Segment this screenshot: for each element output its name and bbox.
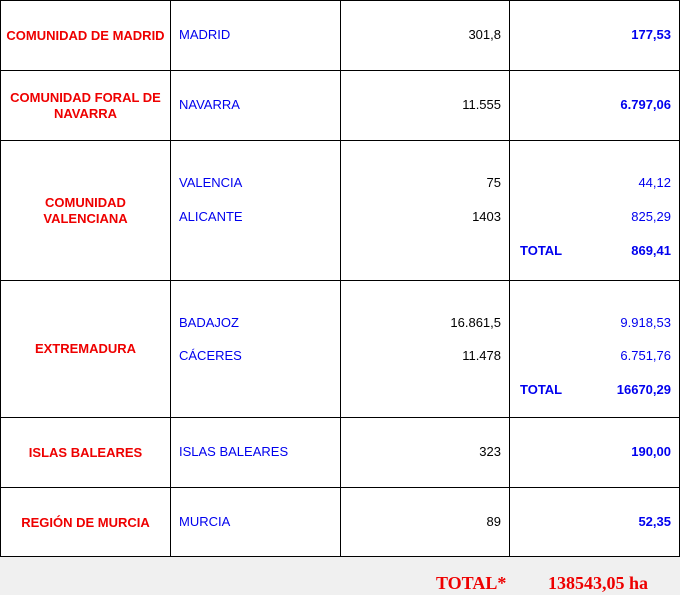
area-cell xyxy=(510,71,680,140)
value: 75 xyxy=(486,175,501,190)
province-name: ALICANTE xyxy=(179,209,243,224)
region-name: COMUNIDAD FORAL DE NAVARRA xyxy=(10,89,161,121)
area-value: 6.751,76 xyxy=(620,348,671,363)
region-name: ISLAS BALEARES xyxy=(28,444,143,460)
region-cell xyxy=(0,1,171,70)
area-value: 190,00 xyxy=(631,444,671,459)
area-cell xyxy=(510,281,680,417)
area-value: 825,29 xyxy=(631,209,671,224)
region-cell xyxy=(0,488,171,557)
value: 11.478 xyxy=(462,348,501,363)
region-name: EXTREMADURA xyxy=(34,341,137,356)
value-cell xyxy=(341,71,510,140)
area-cell xyxy=(510,1,680,70)
value-cell xyxy=(341,281,510,417)
value-cell xyxy=(341,141,510,280)
area-cell xyxy=(510,418,680,487)
value-cell xyxy=(341,1,510,70)
table-row xyxy=(0,487,680,557)
region-name: COMUNIDAD VALENCIANA xyxy=(43,194,128,226)
value: 16.861,5 xyxy=(450,315,501,330)
province-name: NAVARRA xyxy=(179,97,240,112)
table-row xyxy=(0,280,680,417)
value: 301,8 xyxy=(468,27,501,42)
value: 89 xyxy=(486,514,501,529)
province-name: BADAJOZ xyxy=(179,315,239,330)
subtotal-label: TOTAL xyxy=(520,243,563,258)
value: 323 xyxy=(479,444,501,459)
province-cell xyxy=(171,71,341,140)
region-cell xyxy=(0,71,171,140)
area-value: 52,35 xyxy=(638,514,671,529)
region-cell xyxy=(0,281,171,417)
area-value: 9.918,53 xyxy=(620,315,671,330)
province-name: VALENCIA xyxy=(179,175,243,190)
table-bottom-border xyxy=(0,556,680,557)
value: 11.555 xyxy=(462,97,501,112)
region-cell xyxy=(0,418,171,487)
area-value: 44,12 xyxy=(638,175,671,190)
region-cell xyxy=(0,141,171,280)
value-cell xyxy=(341,488,510,557)
area-value: 6.797,06 xyxy=(620,97,671,112)
province-cell xyxy=(171,141,341,280)
grand-total-label: TOTAL* xyxy=(436,573,507,593)
table-row xyxy=(0,140,680,280)
province-name: ISLAS BALEARES xyxy=(179,444,289,459)
region-name: COMUNIDAD DE MADRID xyxy=(6,27,165,43)
province-cell xyxy=(171,488,341,557)
region-name: REGIÓN DE MURCIA xyxy=(21,514,150,530)
value-cell xyxy=(341,418,510,487)
table-row xyxy=(0,70,680,140)
province-name: CÁCERES xyxy=(179,348,242,363)
province-cell xyxy=(171,281,341,417)
province-name: MADRID xyxy=(179,27,231,42)
area-cell xyxy=(510,141,680,280)
province-name: MURCIA xyxy=(179,514,231,529)
table-row xyxy=(0,0,680,70)
province-cell xyxy=(171,418,341,487)
subtotal-value: 16670,29 xyxy=(616,382,671,397)
area-value: 177,53 xyxy=(631,27,671,42)
table-row xyxy=(0,417,680,487)
value: 1403 xyxy=(472,209,501,224)
province-cell xyxy=(171,1,341,70)
subtotal-label: TOTAL xyxy=(520,382,563,397)
subtotal-value: 869,41 xyxy=(631,243,671,258)
area-cell xyxy=(510,488,680,557)
grand-total-value: 138543,05 ha xyxy=(548,573,649,593)
